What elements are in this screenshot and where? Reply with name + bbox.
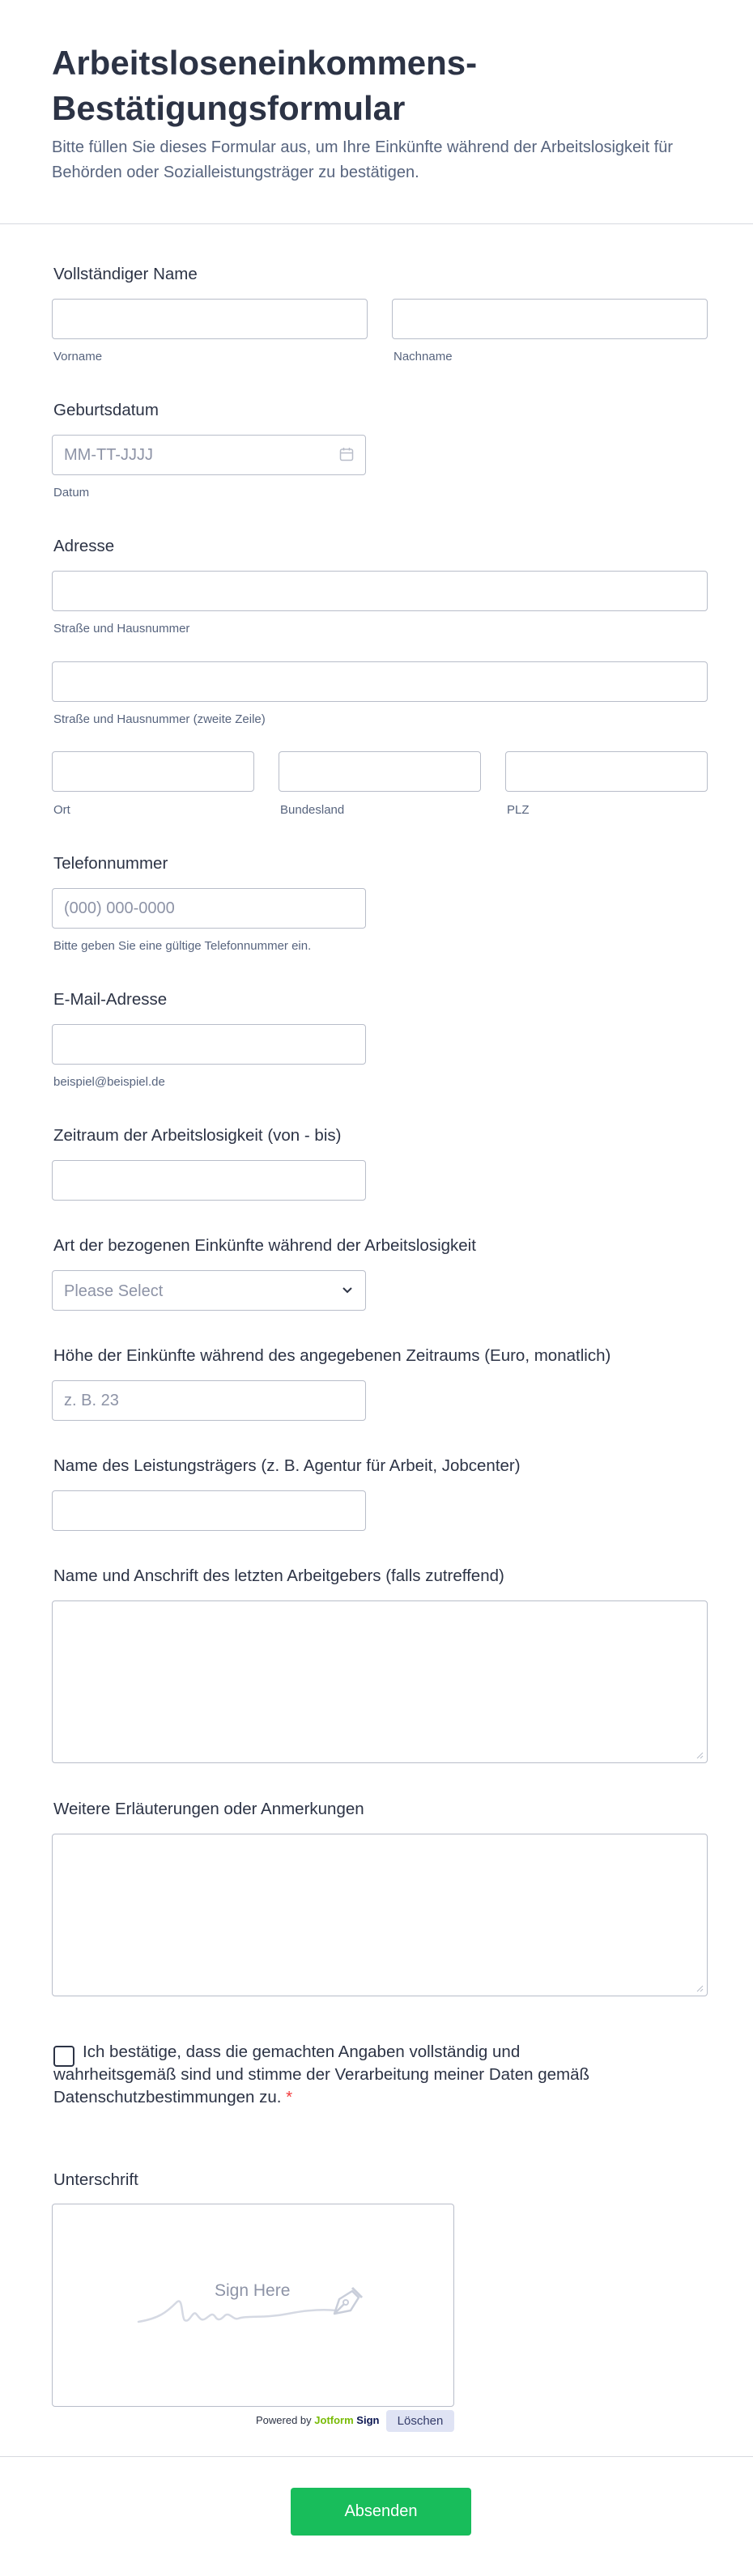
clear-signature-button[interactable]: Löschen [386, 2410, 454, 2432]
powered-brand-sign: Sign [356, 2414, 380, 2426]
first-name-input[interactable] [52, 299, 368, 339]
remarks-textarea[interactable] [52, 1834, 708, 1996]
employer-textarea[interactable] [52, 1600, 708, 1763]
income-type-selected: Please Select [64, 1282, 164, 1300]
address-label: Adresse [53, 537, 115, 555]
powered-by [256, 2414, 379, 2426]
city-input[interactable] [52, 751, 254, 792]
sign-here-hint: Sign Here [215, 2281, 291, 2300]
phone-label: Telefonnummer [53, 854, 168, 873]
remarks-label: Weitere Erläuterungen oder Anmerkungen [53, 1800, 364, 1818]
street-input[interactable] [52, 571, 708, 611]
income-type-select[interactable] [52, 1270, 366, 1311]
zip-sublabel: PLZ [507, 803, 530, 817]
state-input[interactable] [279, 751, 481, 792]
email-sublabel: beispiel@beispiel.de [53, 1075, 165, 1089]
signature-label: Unterschrift [53, 2170, 138, 2189]
street-sublabel: Straße und Hausnummer [53, 622, 190, 635]
email-label: E-Mail-Adresse [53, 990, 168, 1009]
period-input[interactable] [52, 1160, 366, 1201]
phone-input[interactable] [52, 888, 366, 929]
calendar-icon[interactable] [339, 447, 354, 461]
period-label: Zeitraum der Arbeitslosigkeit (von - bis) [53, 1126, 342, 1145]
city-sublabel: Ort [53, 803, 70, 817]
consent-label: Ich bestätige, dass die gemachten Angaben vollständig und wahrheitsgemäß sind und stimme der Verarbeitung meiner Daten gemäß Datenschutzbestimmungen zu. [53, 2043, 590, 2106]
zip-input[interactable] [505, 751, 708, 792]
email-input[interactable] [52, 1024, 366, 1065]
birthdate-input[interactable] [52, 435, 366, 475]
phone-sublabel: Bitte geben Sie eine gültige Telefonnummer ein. [53, 939, 312, 953]
state-sublabel: Bundesland [280, 803, 345, 817]
last-name-input[interactable] [392, 299, 708, 339]
income-type-label: Art der bezogenen Einkünfte während der Arbeitslosigkeit [53, 1236, 476, 1255]
street2-sublabel: Straße und Hausnummer (zweite Zeile) [53, 712, 266, 726]
street2-input[interactable] [52, 661, 708, 702]
birthdate-label: Geburtsdatum [53, 401, 159, 419]
first-name-sublabel: Vorname [53, 350, 103, 363]
income-amount-label: Höhe der Einkünfte während des angegebenen Zeitraums (Euro, monatlich) [53, 1346, 611, 1365]
form-title: Arbeitsloseneinkommens-Bestätigungsformular [52, 44, 478, 127]
provider-label: Name des Leistungsträgers (z. B. Agentur für Arbeit, Jobcenter) [53, 1456, 521, 1475]
required-mark: * [286, 2088, 293, 2106]
submit-button[interactable]: Absenden [291, 2488, 471, 2536]
last-name-sublabel: Nachname [394, 350, 453, 363]
pen-nib-icon [328, 2283, 365, 2319]
resize-grip-icon[interactable] [696, 1984, 704, 1992]
employer-label: Name und Anschrift des letzten Arbeitgebers (falls zutreffend) [53, 1566, 504, 1585]
form-subtitle: Bitte füllen Sie dieses Formular aus, um Ihre Einkünfte während der Arbeitslosigkeit für Behörden oder Sozialleistungsträger zu bestätigen. [52, 138, 674, 181]
name-label: Vollständiger Name [53, 265, 198, 283]
chevron-down-icon [342, 1286, 353, 1294]
powered-prefix: Powered by [256, 2414, 312, 2426]
footer-divider [0, 2456, 753, 2457]
form-header [0, 0, 753, 224]
consent-text [53, 2041, 636, 2109]
resize-grip-icon[interactable] [696, 1751, 704, 1759]
powered-brand-jotform: Jotform [314, 2414, 354, 2426]
provider-input[interactable] [52, 1490, 366, 1531]
birthdate-sublabel: Datum [53, 486, 90, 499]
income-amount-input[interactable] [52, 1380, 366, 1421]
